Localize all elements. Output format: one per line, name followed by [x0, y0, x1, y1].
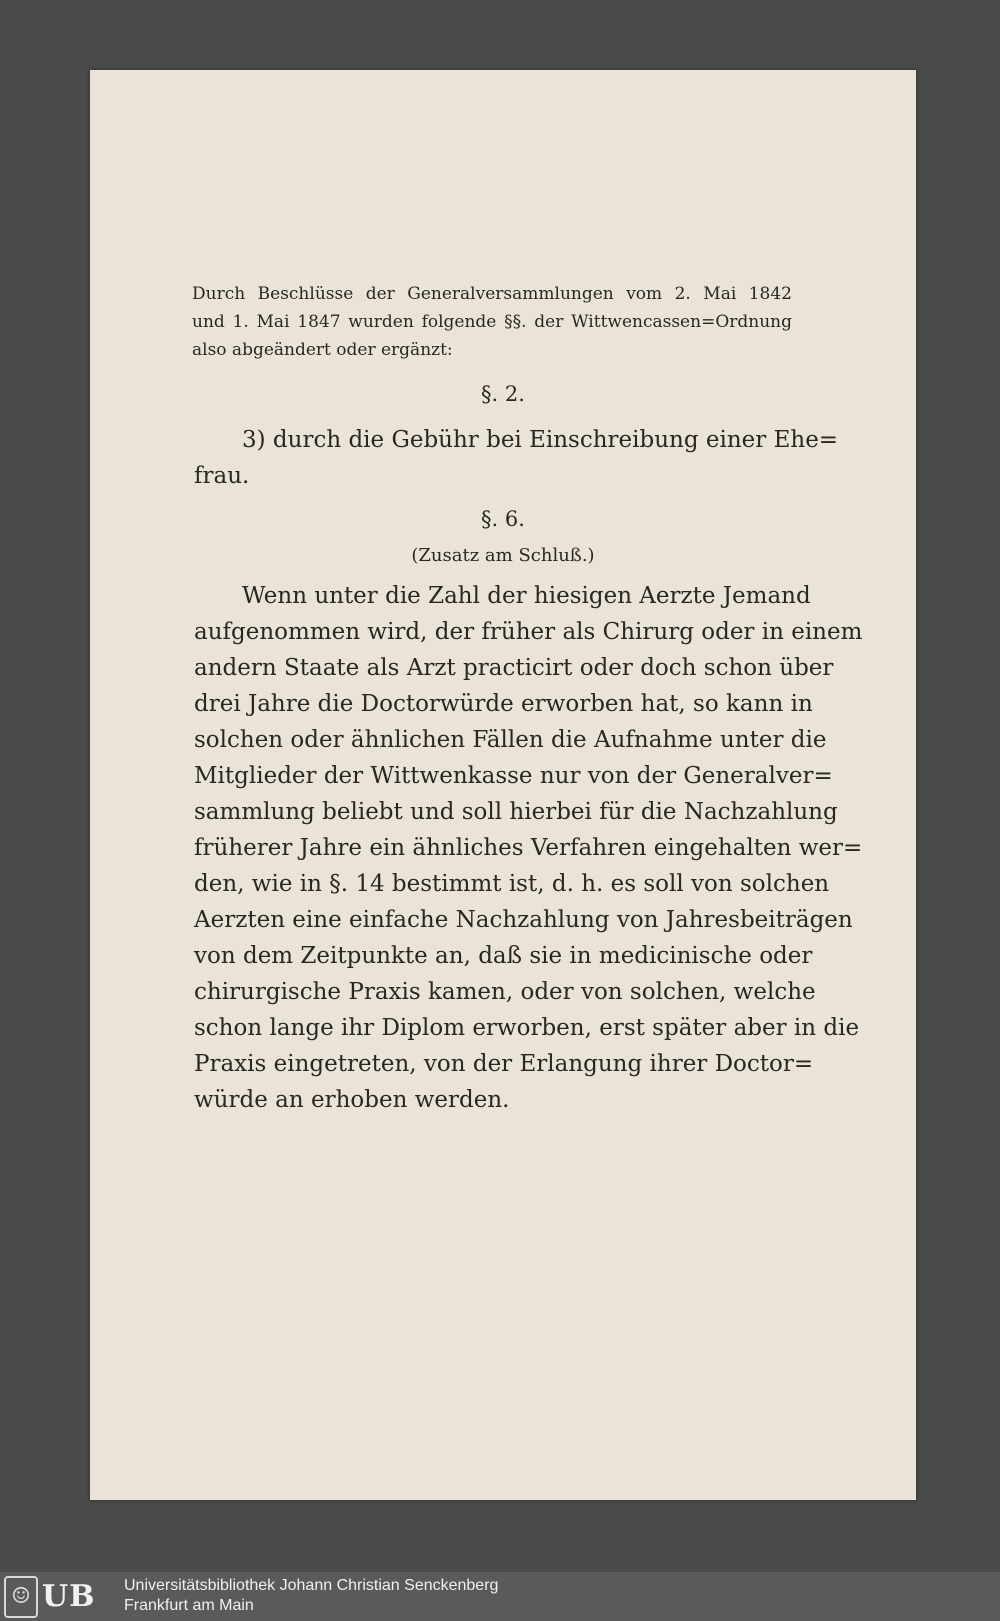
document-page — [90, 70, 916, 1500]
paragraph-line: sammlung beliebt und soll hierbei für die Nachzahlung — [194, 799, 838, 825]
intro-line: Durch Beschlüsse der Generalversammlungen vom 2. Mai 1842 — [192, 284, 792, 304]
paragraph-line: chirurgische Praxis kamen, oder von solchen, welche — [194, 979, 816, 1005]
library-name-line: Universitätsbibliothek Johann Christian Senckenberg — [124, 1577, 499, 1594]
seal-icon: ☺ — [4, 1576, 38, 1618]
paragraph-line: von dem Zeitpunkte an, daß sie in medicinische oder — [194, 943, 813, 969]
intro-paragraph — [192, 280, 792, 364]
logo-text: UB — [42, 1579, 96, 1614]
section-2-paragraph — [194, 422, 839, 494]
library-city-line: Frankfurt am Main — [124, 1597, 254, 1614]
section-2-heading: §. 2. — [481, 382, 525, 406]
section-6-note: (Zusatz am Schluß.) — [411, 545, 595, 566]
paragraph-line: frau. — [194, 463, 250, 489]
paragraph-line: Wenn unter die Zahl der hiesigen Aerzte Jemand — [242, 583, 811, 609]
section-6-heading: §. 6. — [481, 507, 525, 531]
paragraph-line: andern Staate als Arzt practicirt oder doch schon über — [194, 655, 834, 681]
footer-bar — [0, 1572, 1000, 1621]
paragraph-line: 3) durch die Gebühr bei Einschreibung einer Ehe= — [242, 427, 839, 453]
library-logo[interactable] — [4, 1576, 114, 1617]
paragraph-line: Aerzten eine einfache Nachzahlung von Jahresbeiträgen — [194, 907, 853, 933]
paragraph-line: solchen oder ähnlichen Fällen die Aufnahme unter die — [194, 727, 827, 753]
library-name — [124, 1576, 498, 1616]
paragraph-line: würde an erhoben werden. — [194, 1087, 510, 1113]
paragraph-line: früherer Jahre ein ähnliches Verfahren eingehalten wer= — [194, 835, 863, 861]
paragraph-line: Mitglieder der Wittwenkasse nur von der Generalver= — [194, 763, 833, 789]
paragraph-line: aufgenommen wird, der früher als Chirurg oder in einem — [194, 619, 863, 645]
paragraph-line: den, wie in §. 14 bestimmt ist, d. h. es soll von solchen — [194, 871, 830, 897]
intro-line: und 1. Mai 1847 wurden folgende §§. der Wittwencassen=Ordnung — [192, 312, 792, 332]
paragraph-line: Praxis eingetreten, von der Erlangung ihrer Doctor= — [194, 1051, 814, 1077]
section-6-paragraph — [194, 578, 863, 1118]
paragraph-line: drei Jahre die Doctorwürde erworben hat, so kann in — [194, 691, 813, 717]
paragraph-line: schon lange ihr Diplom erworben, erst später aber in die — [194, 1015, 860, 1041]
intro-line: also abgeändert oder ergänzt: — [192, 340, 453, 360]
